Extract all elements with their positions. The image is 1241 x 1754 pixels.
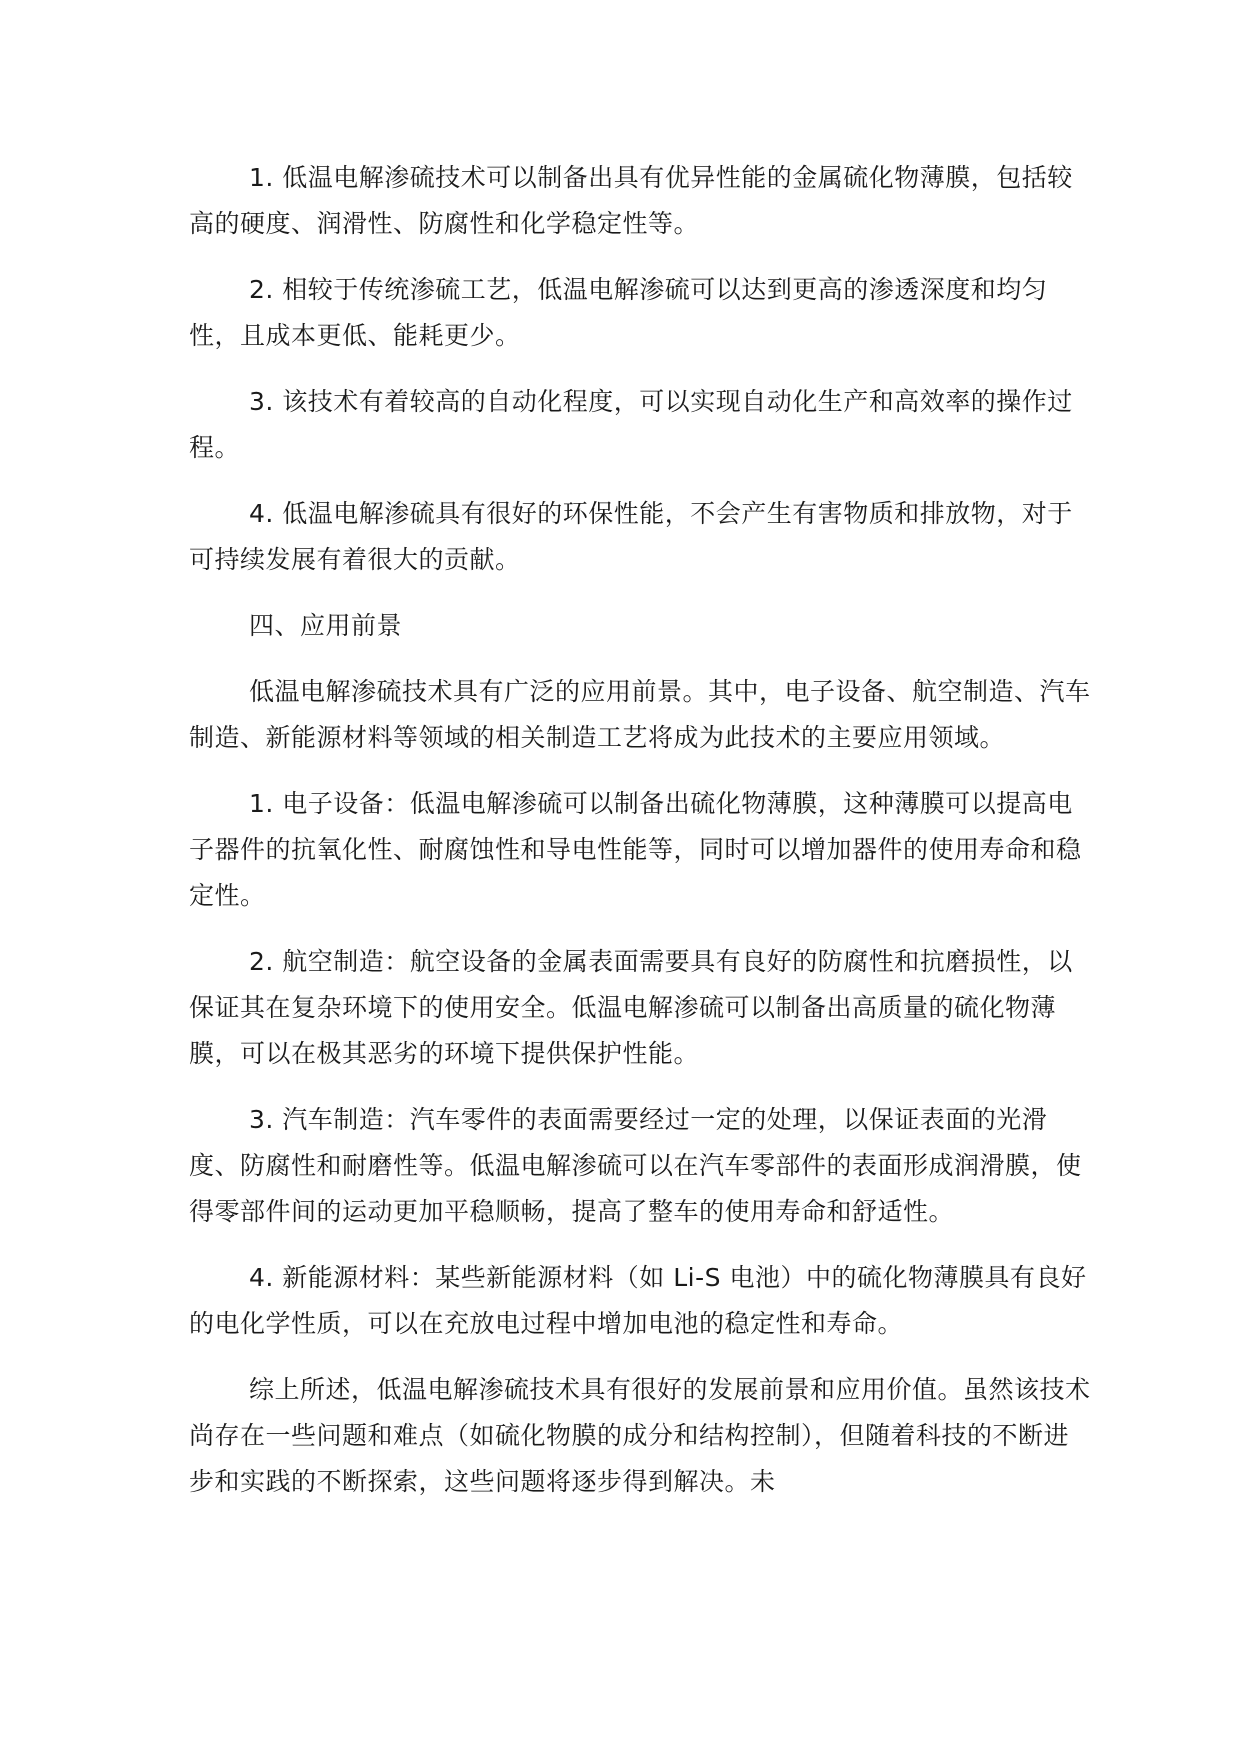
- application-item-aviation: 2. 航空制造：航空设备的金属表面需要具有良好的防腐性和抗磨损性，以保证其在复杂环境下的使用安全。低温电解渗硫可以制备出高质量的硫化物薄膜，可以在极其恶劣的环境下提供保护性能。: [189, 947, 1073, 1068]
- advantage-item-3: 3. 该技术有着较高的自动化程度，可以实现自动化生产和高效率的操作过程。: [189, 387, 1073, 462]
- advantage-item-4: 4. 低温电解渗硫具有很好的环保性能，不会产生有害物质和排放物，对于可持续发展有着很大的贡献。: [189, 499, 1073, 574]
- application-item-new-energy: 4. 新能源材料：某些新能源材料（如 Li-S 电池）中的硫化物薄膜具有良好的电化学性质，可以在充放电过程中增加电池的稳定性和寿命。: [189, 1263, 1087, 1338]
- advantage-item-2: 2. 相较于传统渗硫工艺，低温电解渗硫可以达到更高的渗透深度和均匀性，且成本更低、能耗更少。: [189, 275, 1048, 350]
- application-item-automotive: 3. 汽车制造：汽车零件的表面需要经过一定的处理，以保证表面的光滑度、防腐性和耐磨性等。低温电解渗硫可以在汽车零部件的表面形成润滑膜，使得零部件间的运动更加平稳顺畅，提高了整车的使用寿命和舒适性。: [189, 1105, 1082, 1226]
- document-body: [189, 155, 1091, 1525]
- application-intro: 低温电解渗硫技术具有广泛的应用前景。其中，电子设备、航空制造、汽车制造、新能源材料等领域的相关制造工艺将成为此技术的主要应用领域。: [189, 677, 1091, 752]
- application-item-electronics: 1. 电子设备：低温电解渗硫可以制备出硫化物薄膜，这种薄膜可以提高电子器件的抗氧化性、耐腐蚀性和导电性能等，同时可以增加器件的使用寿命和稳定性。: [189, 789, 1082, 910]
- conclusion-paragraph: 综上所述，低温电解渗硫技术具有很好的发展前景和应用价值。虽然该技术尚存在一些问题和难点（如硫化物膜的成分和结构控制），但随着科技的不断进步和实践的不断探索，这些问题将逐步得到解决。未: [189, 1375, 1091, 1496]
- advantage-item-1: 1. 低温电解渗硫技术可以制备出具有优异性能的金属硫化物薄膜，包括较高的硬度、润滑性、防腐性和化学稳定性等。: [189, 163, 1073, 238]
- section-heading-application: 四、应用前景: [249, 611, 403, 640]
